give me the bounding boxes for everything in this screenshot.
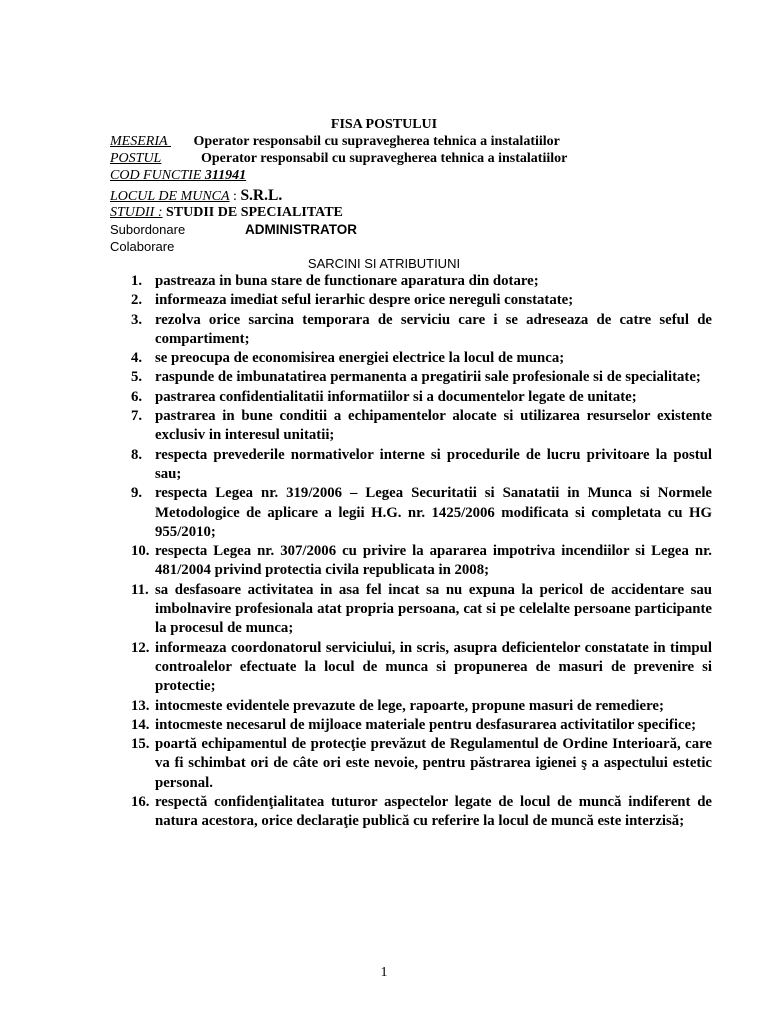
postul-value: Operator responsabil cu supravegherea tehnica a instalatiilor xyxy=(201,151,568,166)
studii-label: STUDII : xyxy=(110,205,163,220)
list-item-number: 7. xyxy=(131,408,143,425)
list-item-text: pastrarea in bune conditii a echipamentelor alocate si utilizarea resurselor existente exclusiv in interesul unitatii; xyxy=(155,408,712,444)
list-item-number: 5. xyxy=(131,369,143,386)
list-item xyxy=(110,581,712,639)
subordonare-row xyxy=(110,222,357,239)
list-item xyxy=(110,349,712,368)
tasks-list xyxy=(110,272,712,832)
postul-row xyxy=(110,151,567,167)
page-number: 1 xyxy=(380,965,388,980)
locul-de-munca-value: S.R.L. xyxy=(240,187,283,204)
list-item-number: 3. xyxy=(131,311,143,328)
locul-de-munca-row xyxy=(110,187,282,205)
list-item-number: 10. xyxy=(131,543,150,560)
list-item-text: respecta Legea nr. 319/2006 – Legea Securitatii si Sanatatii in Munca si Normele Metodologice de aplicare a legii H.G. nr. 1425/2006 modificata si completata cu HG 955/2010; xyxy=(155,485,712,540)
list-item-text: intocmeste necesarul de mijloace materiale pentru desfasurarea activitatilor specifice; xyxy=(155,716,697,733)
locul-separator: : xyxy=(233,189,237,204)
list-item-text: respecta prevederile normativelor interne si procedurile de lucru privitoare la postul sau; xyxy=(155,446,712,482)
studii-row xyxy=(110,205,343,221)
cod-functie-label: COD FUNCTIE xyxy=(110,168,202,183)
list-item-text: intocmeste evidentele prevazute de lege, rapoarte, propune masuri de remediere; xyxy=(155,697,664,714)
subordonare-label: Subordonare xyxy=(110,222,186,237)
list-item-text: pastreaza in buna stare de functionare aparatura din dotare; xyxy=(155,273,539,289)
list-item-text: informeaza coordonatorul serviciului, in scris, asupra deficientelor constatate in timpul controalelor efectuate la locul de munca si propunerea de masuri de prevenire si protectie; xyxy=(155,639,712,695)
meseria-value: Operator responsabil cu supravegherea tehnica a instalatiilor xyxy=(193,134,560,149)
list-item-number: 16. xyxy=(131,794,150,811)
list-item xyxy=(110,368,712,387)
list-item xyxy=(110,716,712,735)
list-item xyxy=(110,311,712,350)
list-item xyxy=(110,407,712,446)
list-item-number: 6. xyxy=(131,388,143,405)
list-item-text: poartă echipamentul de protecţie prevăzut de Regulamentul de Ordine Interioară, care va fi schimbat ori de câte ori este nevoie, pentru păstrarea igienei ş a aspectului estetic personal. xyxy=(155,736,712,791)
list-item xyxy=(110,542,712,581)
subordonare-value: ADMINISTRATOR xyxy=(245,222,357,237)
list-item-number: 1. xyxy=(131,273,143,289)
list-item-text: sa desfasoare activitatea in asa fel incat sa nu expuna la pericol de accidentare sau imbolnavire profesionala atat propria persoana, cat si pe celelalte persoane participante la procesul de munca; xyxy=(155,581,712,637)
list-item-text: pastrarea confidentialitatii informatiilor si a documentelor legate de unitate; xyxy=(155,388,637,405)
list-item-text: respectă confidenţialitatea tuturor aspectelor legate de locul de muncă indiferent de natura acestora, orice declaraţie publică cu referire la locul de muncă este interzisă; xyxy=(155,794,712,830)
list-item xyxy=(110,697,712,716)
list-item xyxy=(110,484,712,542)
list-item-number: 4. xyxy=(131,350,143,367)
list-item xyxy=(110,793,712,832)
list-item-number: 15. xyxy=(131,736,150,753)
list-item-text: informeaza imediat seful ierarhic despre orice nereguli constatate; xyxy=(155,292,574,309)
list-item xyxy=(110,272,712,291)
list-item-number: 14. xyxy=(131,716,150,733)
list-item-number: 11. xyxy=(131,581,149,598)
locul-de-munca-label: LOCUL DE MUNCA xyxy=(110,189,230,204)
list-item-text: rezolva orice sarcina temporara de serviciu care i se adreseaza de catre seful de compartiment; xyxy=(155,311,712,347)
list-item xyxy=(110,639,712,697)
list-item xyxy=(110,291,712,310)
list-item-number: 2. xyxy=(131,292,143,309)
document-title: FISA POSTULUI xyxy=(330,117,438,132)
list-item-number: 13. xyxy=(131,697,150,714)
meseria-underline xyxy=(168,134,194,150)
list-item-text: respecta Legea nr. 307/2006 cu privire la apararea impotriva incendiilor si Legea nr. 481/2004 privind protectia civila republicata in 2008; xyxy=(155,543,712,579)
cod-functie-row xyxy=(110,168,246,184)
list-item xyxy=(110,446,712,485)
list-item-number: 9. xyxy=(131,485,143,502)
list-item-text: se preocupa de economisirea energiei electrice la locul de munca; xyxy=(155,350,565,367)
section-title: SARCINI SI ATRIBUTIUNI xyxy=(307,256,461,271)
colaborare-label: Colaborare xyxy=(110,239,175,254)
list-item xyxy=(110,735,712,793)
list-item-number: 12. xyxy=(131,639,150,656)
list-item-number: 8. xyxy=(131,446,143,463)
studii-value: STUDII DE SPECIALITATE xyxy=(166,205,343,220)
list-item xyxy=(110,388,712,407)
meseria-row xyxy=(110,134,560,150)
list-item-text: raspunde de imbunatatirea permanenta a pregatirii sale profesionale si de specialitate; xyxy=(155,369,701,386)
cod-functie-value: 311941 xyxy=(204,168,247,183)
colaborare-row xyxy=(110,239,174,256)
postul-label: POSTUL xyxy=(110,151,162,166)
meseria-label: MESERIA xyxy=(110,134,168,149)
